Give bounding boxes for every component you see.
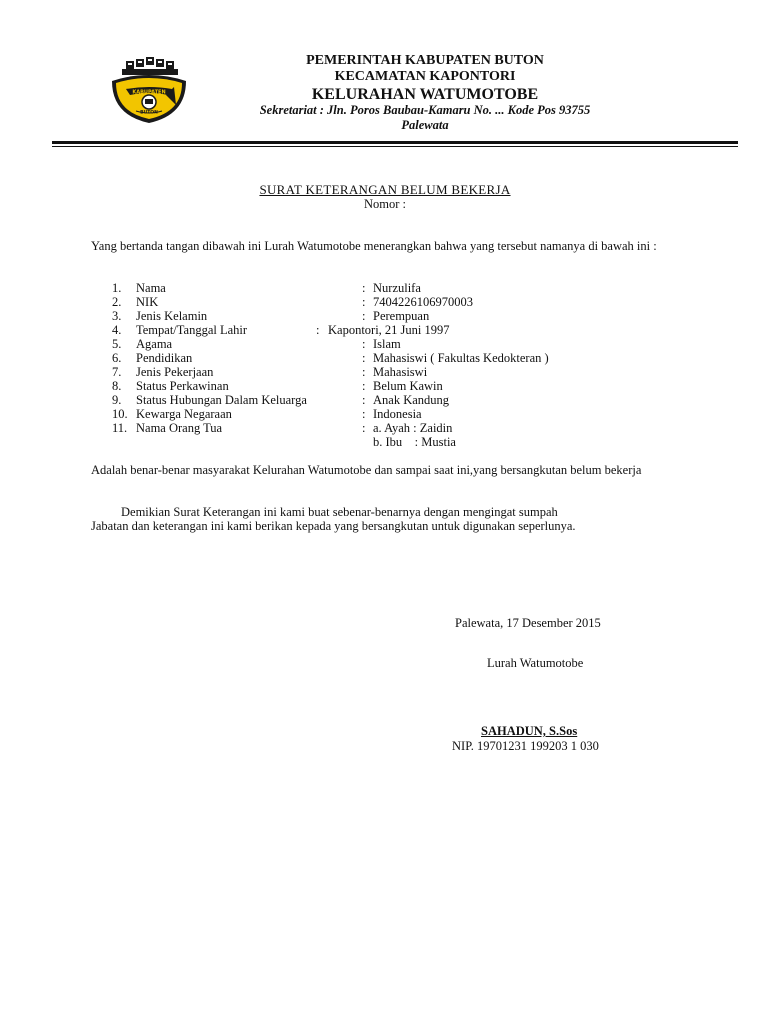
item-number: 10. xyxy=(112,407,128,421)
item-separator: : xyxy=(362,393,366,407)
statement-paragraph: Adalah benar-benar masyarakat Kelurahan Watumotobe dan sampai saat ini,yang bersangkutan belum bekerja xyxy=(91,463,642,477)
list-item xyxy=(0,323,768,337)
signature-nip: NIP. 19701231 199203 1 030 xyxy=(452,739,599,753)
header-address: Sekretariat : Jln. Poros Baubau-Kamaru No. ... Kode Pos 93755 xyxy=(259,103,591,117)
item-number: 7. xyxy=(112,365,122,379)
kabupaten-buton-logo xyxy=(108,55,190,125)
item-number: 2. xyxy=(112,295,122,309)
closing-first-line: Demikian Surat Keterangan ini kami buat sebenar-benarnya dengan mengingat sumpah xyxy=(121,505,558,519)
item-label: Jenis Pekerjaan xyxy=(136,365,214,379)
header-village: KELURAHAN WATUMOTOBE xyxy=(311,86,539,103)
item-separator: : xyxy=(362,295,366,309)
item-label: Status Perkawinan xyxy=(136,379,229,393)
item-value: Anak Kandung xyxy=(373,393,450,407)
item-label: Status Hubungan Dalam Keluarga xyxy=(136,393,307,407)
item-value: Mahasiswi xyxy=(373,365,428,379)
item-value: Belum Kawin xyxy=(373,379,443,393)
item-separator: : xyxy=(362,407,366,421)
list-item xyxy=(0,407,768,421)
item-number: 6. xyxy=(112,351,122,365)
item-separator: : xyxy=(362,309,366,323)
list-item xyxy=(0,281,768,295)
letter-number: Nomor : xyxy=(363,197,406,211)
item-label: NIK xyxy=(136,295,159,309)
signature-name: SAHADUN, S.Sos xyxy=(481,724,578,738)
item-label: Kewarga Negaraan xyxy=(136,407,232,421)
list-item xyxy=(0,365,768,379)
item-label: Agama xyxy=(136,337,173,351)
header-divider-thick xyxy=(52,141,738,144)
list-item xyxy=(0,351,768,365)
item-number: 1. xyxy=(112,281,122,295)
list-item xyxy=(0,393,768,407)
item-number: 4. xyxy=(112,323,122,337)
item-label: Nama Orang Tua xyxy=(136,421,223,435)
item-separator: : xyxy=(362,379,366,393)
item-number: 8. xyxy=(112,379,122,393)
item-separator: : xyxy=(362,351,366,365)
list-item xyxy=(0,337,768,351)
header-divider-thin xyxy=(52,146,738,147)
logo-text-bottom: BUTON xyxy=(140,110,158,116)
item-label: Jenis Kelamin xyxy=(136,309,208,323)
item-label: Nama xyxy=(136,281,166,295)
item-value: Nurzulifa xyxy=(373,281,421,295)
closing-second-line: Jabatan dan keterangan ini kami berikan kepada yang bersangkutan untuk digunakan seperlunya. xyxy=(91,519,576,533)
item-value: Islam xyxy=(373,337,401,351)
list-item xyxy=(0,295,768,309)
letter-title: SURAT KETERANGAN BELUM BEKERJA xyxy=(259,182,511,197)
closing-paragraph xyxy=(91,505,691,533)
item-separator: : xyxy=(362,281,366,295)
header-district: KECAMATAN KAPONTORI xyxy=(334,69,516,84)
header-city: Palewata xyxy=(401,118,449,132)
item-value: Kapontori, 21 Juni 1997 xyxy=(328,323,450,337)
header-government: PEMERINTAH KABUPATEN BUTON xyxy=(306,53,544,68)
item-number: 9. xyxy=(112,393,122,407)
list-item xyxy=(0,421,768,435)
item-separator: : xyxy=(362,365,366,379)
intro-paragraph: Yang bertanda tangan dibawah ini Lurah Watumotobe menerangkan bahwa yang tersebut namanya di bawah ini : xyxy=(91,239,657,253)
signature-date: Palewata, 17 Desember 2015 xyxy=(455,616,601,630)
item-value: Indonesia xyxy=(373,407,422,421)
item-number: 11. xyxy=(112,421,128,435)
item-value: Perempuan xyxy=(373,309,430,323)
item-value: 7404226106970003 xyxy=(373,295,473,309)
list-item xyxy=(0,309,768,323)
signature-position: Lurah Watumotobe xyxy=(487,656,584,670)
item-label: Tempat/Tanggal Lahir xyxy=(136,323,248,337)
item-separator: : xyxy=(316,323,320,337)
item-value: Mahasiswi ( Fakultas Kedokteran ) xyxy=(373,351,549,365)
item-value: b. Ibu : Mustia xyxy=(373,435,456,449)
item-separator: : xyxy=(362,337,366,351)
logo-text-top: KABUPATEN xyxy=(132,89,166,96)
item-label: Pendidikan xyxy=(136,351,193,365)
item-number: 5. xyxy=(112,337,122,351)
list-item xyxy=(0,379,768,393)
item-number: 3. xyxy=(112,309,122,323)
list-item-mother xyxy=(0,435,768,449)
item-value: a. Ayah : Zaidin xyxy=(373,421,453,435)
item-separator: : xyxy=(362,421,366,435)
